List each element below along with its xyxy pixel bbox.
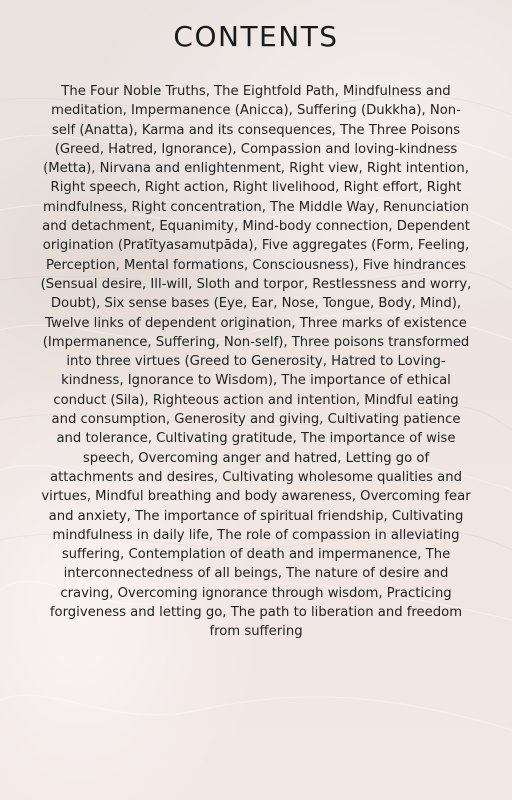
page-title: CONTENTS: [173, 20, 339, 53]
contents-list-text: The Four Noble Truths, The Eightfold Path, Mindfulness and meditation, Impermanence (Anicca), Suffering (Dukkha), Non-self (Anatta), Karma and its consequences, The Three Poisons (Greed, Hatred, Ignorance), Compassion and loving-kindness (Metta), Nirvana and enlightenment, Right view, Right intention, Right speech, Right action, Right livelihood, Right effort, Right mindfulness, Right concentration, The Middle Way, Renunciation and detachment, Equanimity, Mind-body connection, Dependent origination (Pratītyasamutpāda), Five aggregates (Form, Feeling, Perception, Mental formations, Consciousness), Five hindrances (Sensual desire, Ill-will, Sloth and torpor, Restlessness and worry, Doubt), Six sense bases (Eye, Ear, Nose, Tongue, Body, Mind), Twelve links of dependent origination, Three marks of existence (Impermanence, Suffering, Non-self), Three poisons transformed into three virtues (Greed to Generosity, Hatred to Loving-kindness, Ignorance to Wisdom), The importance of ethical conduct (Sila), Righteous action and intention, Mindful eating and consumption, Generosity and giving, Cultivating patience and tolerance, Cultivating gratitude, The importance of wise speech, Overcoming anger and hatred, Letting go of attachments and desires, Cultivating wholesome qualities and virtues, Mindful breathing and body awareness, Overcoming fear and anxiety, The importance of spiritual friendship, Cultivating mindfulness in daily life, The role of compassion in alleviating suffering, Contemplation of death and impermanence, The interconnectedness of all beings, The nature of desire and craving, Overcoming ignorance through wisdom, Practicing forgiveness and letting go, The path to liberation and freedom from suffering: [40, 84, 472, 640]
